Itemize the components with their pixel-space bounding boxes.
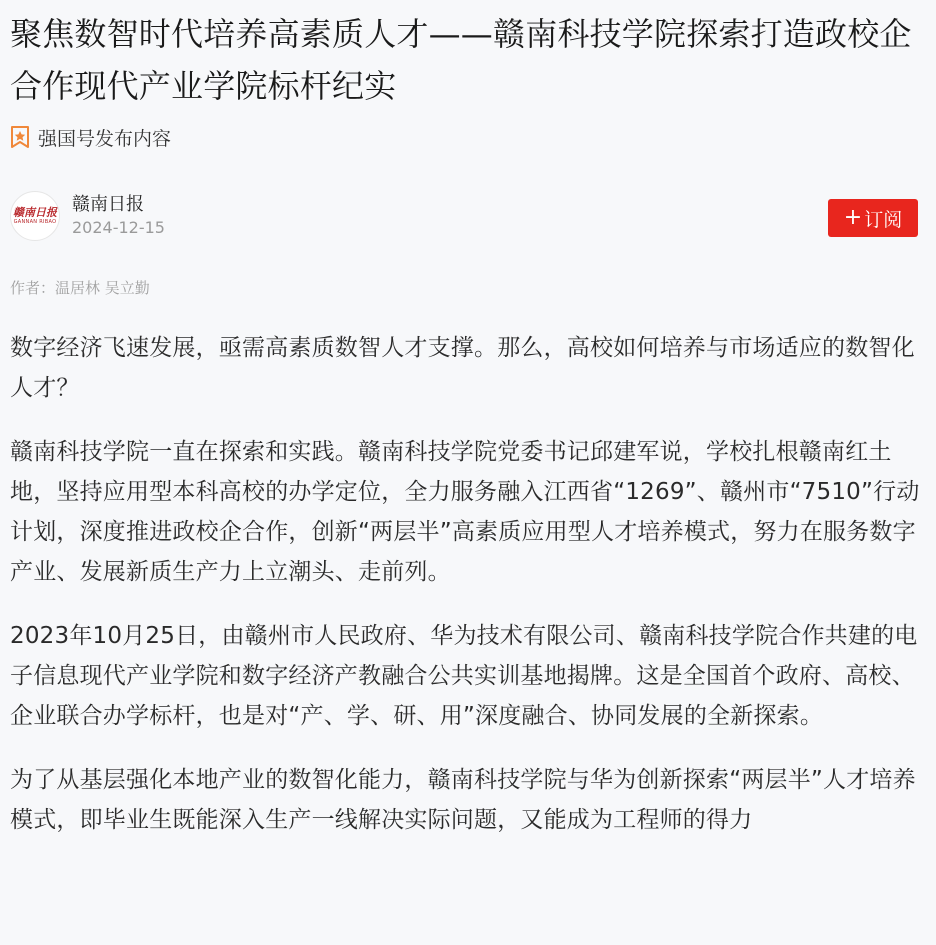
publisher-logo-subtext: GANNAN RIBAO [13, 218, 57, 225]
article-paragraph: 2023年10月25日，由赣州市人民政府、华为技术有限公司、赣南科技学院合作共建的电子信息现代产业学院和数字经济产教融合公共实训基地揭牌。这是全国首个政府、高校、企业联合办学标杆，也是对“产、学、研、用”深度融合、协同发展的全新探索。 [10, 623, 918, 729]
publisher-name[interactable]: 赣南日报 [72, 194, 144, 215]
publisher-avatar[interactable] [10, 191, 60, 241]
star-badge-icon [10, 126, 30, 148]
article-title: 聚焦数智时代培养高素质人才——赣南科技学院探索打造政校企合作现代产业学院标杆纪实 [10, 15, 912, 105]
publisher-meta [72, 193, 165, 239]
article-paragraph: 赣南科技学院一直在探索和实践。赣南科技学院党委书记邱建军说，学校扎根赣南红土地，坚持应用型本科高校的办学定位，全力服务融入江西省“1269”、赣州市“7510”行动计划，深度推进政校企合作，创新“两层半”高素质应用型人才培养模式，努力在服务数字产业、发展新质生产力上立潮头、走前列。 [10, 439, 920, 585]
plus-icon: + [843, 205, 863, 230]
publisher-row [10, 190, 926, 242]
article-paragraph: 数字经济飞速发展，亟需高素质数智人才支撑。那么，高校如何培养与市场适应的数智化人才？ [10, 335, 915, 401]
source-line [10, 124, 926, 150]
publish-date: 2024-12-15 [72, 218, 165, 237]
publisher-logo-text: 赣南日报 [13, 205, 57, 219]
subscribe-label: 订阅 [864, 208, 903, 231]
article-paragraph: 为了从基层强化本地产业的数智化能力，赣南科技学院与华为创新探索“两层半”人才培养模式，即毕业生既能深入生产一线解决实际问题，又能成为工程师的得力 [10, 767, 916, 833]
subscribe-button[interactable] [828, 199, 918, 237]
article-body [10, 328, 926, 840]
article-byline: 作者：温居林 吴立勤 [10, 279, 150, 297]
source-label: 强国号发布内容 [38, 127, 172, 150]
